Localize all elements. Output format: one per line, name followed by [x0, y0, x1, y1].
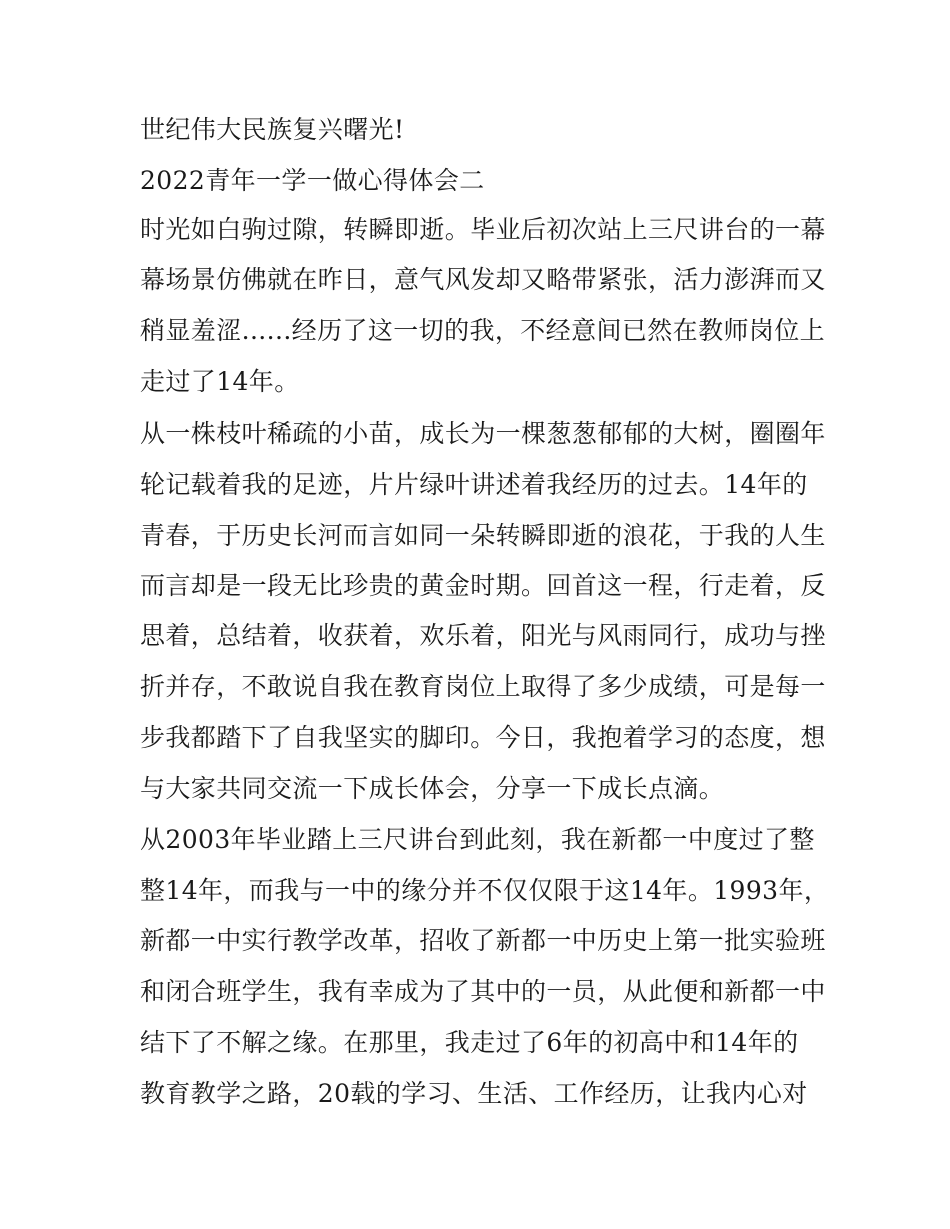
- text-line: 轮记载着我的足迹，片片绿叶讲述着我经历的过去。14年的: [140, 470, 808, 499]
- text-line: 幕场景仿佛就在昨日，意气风发却又略带紧张，活力澎湃而又: [140, 265, 826, 294]
- text-line: 青春，于历史长河而言如同一朵转瞬即逝的浪花，于我的人生: [140, 521, 826, 550]
- text-line: 与大家共同交流一下成长体会，分享一下成长点滴。: [140, 774, 725, 803]
- section-title: 2022青年一学一做心得体会二: [140, 166, 485, 195]
- text-line: 稍显羞涩......经历了这一切的我，不经意间已然在教师岗位上: [140, 316, 826, 345]
- text-line: 而言却是一段无比珍贵的黄金时期。回首这一程，行走着，反: [140, 571, 826, 600]
- text-line: 思着，总结着，收获着，欢乐着，阳光与风雨同行，成功与挫: [140, 621, 826, 650]
- text-line: 新都一中实行教学改革，招收了新都一中历史上第一批实验班: [140, 926, 826, 955]
- text-line: 教育教学之路，20载的学习、生活、工作经历，让我内心对: [140, 1079, 808, 1108]
- text-line: 从2003年毕业踏上三尺讲台到此刻，我在新都一中度过了整: [140, 825, 815, 854]
- text-line: 从一株枝叶稀疏的小苗，成长为一棵葱葱郁郁的大树，圈圈年: [140, 419, 826, 448]
- text-line: 整14年，而我与一中的缘分并不仅仅限于这14年。1993年，: [140, 876, 830, 905]
- text-line: 时光如白驹过隙，转瞬即逝。毕业后初次站上三尺讲台的一幕: [140, 215, 826, 244]
- text-line: 步我都踏下了自我坚实的脚印。今日，我抱着学习的态度，想: [140, 723, 826, 752]
- text-line: 走过了14年。: [140, 367, 300, 396]
- text-line: 世纪伟大民族复兴曙光!: [140, 115, 405, 144]
- text-line: 结下了不解之缘。在那里，我走过了6年的初高中和14年的: [140, 1028, 799, 1057]
- text-line: 和闭合班学生，我有幸成为了其中的一员，从此便和新都一中: [140, 977, 826, 1006]
- text-line: 折并存，不敢说自我在教育岗位上取得了多少成绩，可是每一: [140, 672, 826, 701]
